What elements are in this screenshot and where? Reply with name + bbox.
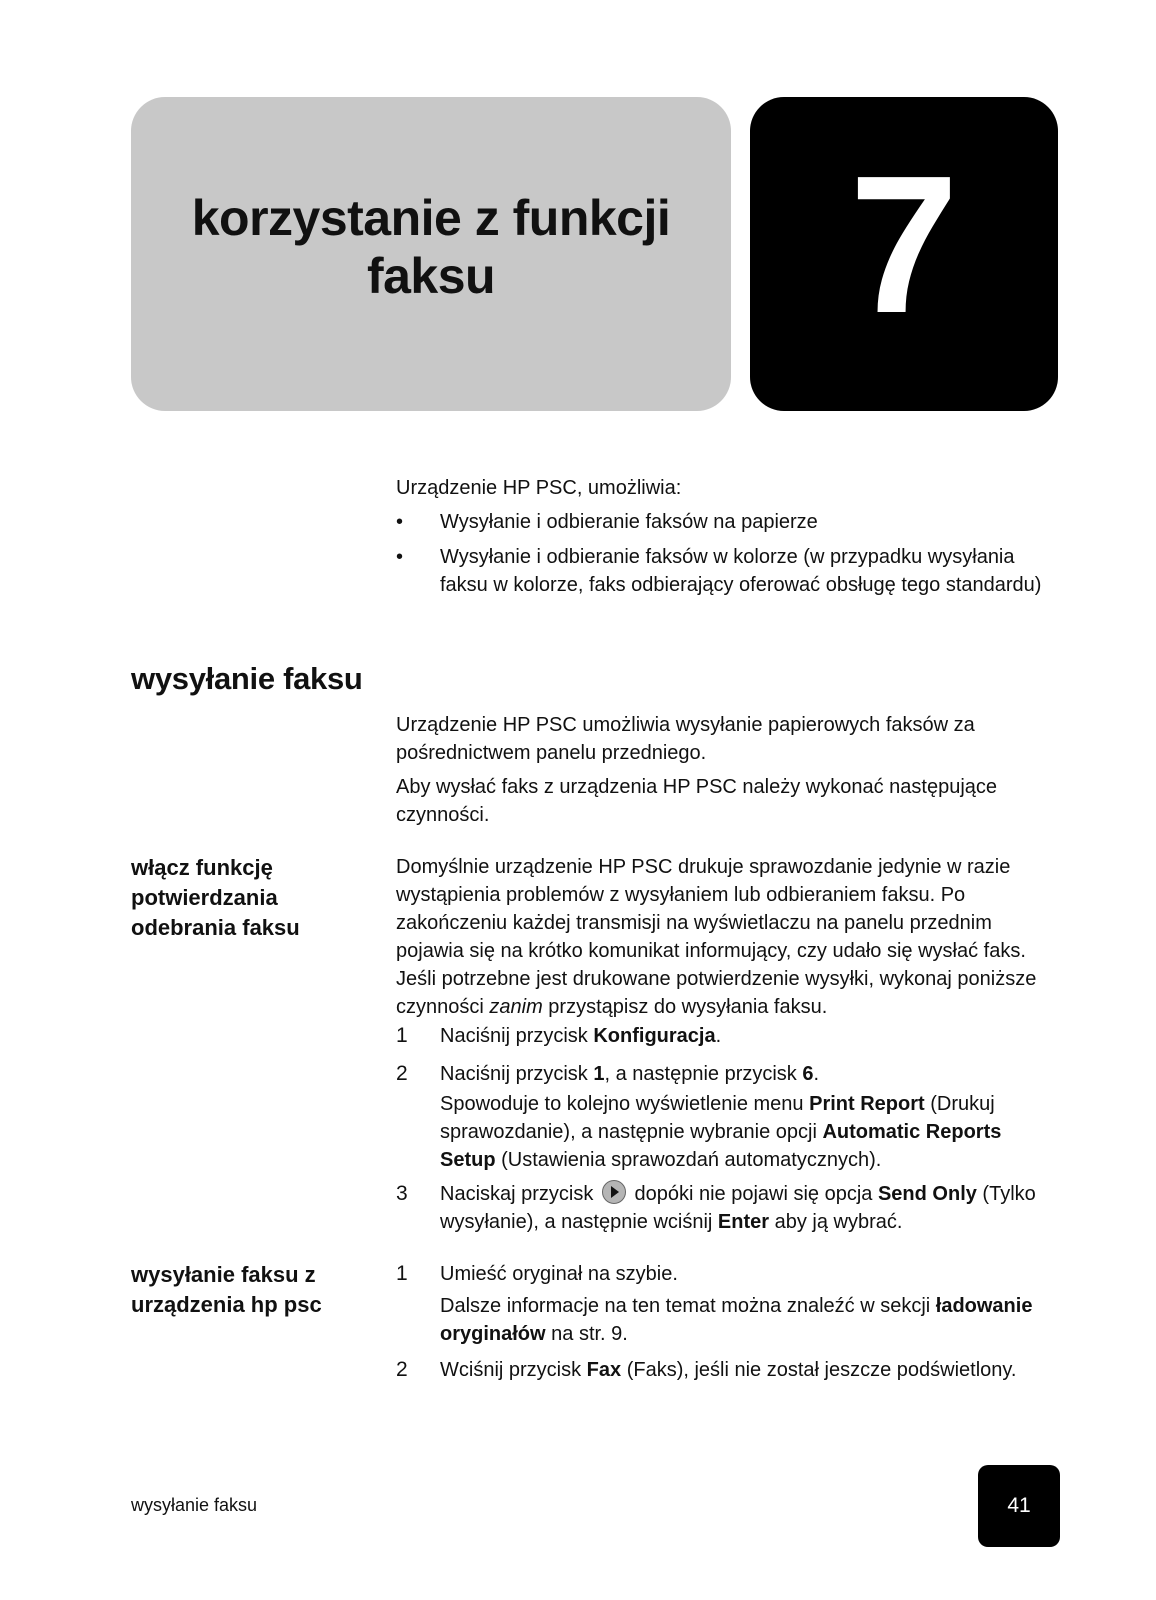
cross-reference-link[interactable]: ładowanie oryginałów bbox=[440, 1295, 1033, 1345]
chapter-title-box bbox=[131, 97, 731, 411]
note-text: Spowoduje to kolejno wyświetlenie menu bbox=[440, 1093, 810, 1115]
key-label: Enter bbox=[717, 1211, 770, 1233]
chapter-number: 7 bbox=[849, 135, 959, 354]
arrow-right-button-icon bbox=[602, 1180, 626, 1204]
intro-lead: Urządzenie HP PSC, umożliwia: bbox=[396, 477, 682, 499]
step-text bbox=[440, 1060, 1056, 1088]
step-text-part: Naciśnij przycisk bbox=[440, 1063, 594, 1085]
send-heading bbox=[131, 1260, 322, 1320]
confirm-step-2-note bbox=[440, 1090, 1056, 1174]
confirm-emphasis: zanim bbox=[489, 996, 543, 1018]
step-number: 3 bbox=[396, 1182, 408, 1205]
step-number: 1 bbox=[396, 1024, 408, 1047]
section-paragraph: Aby wysłać faks z urządzenia HP PSC należy wykonać następujące czynności. bbox=[396, 776, 998, 826]
step-text-part: (Tylko wysyłanie), a następnie wciśnij bbox=[440, 1183, 1036, 1233]
step-text bbox=[440, 1356, 1056, 1384]
chapter-title bbox=[131, 189, 731, 305]
step-text bbox=[440, 1180, 1056, 1236]
step-text-part: . bbox=[813, 1063, 820, 1085]
key-label: Fax bbox=[586, 1359, 622, 1381]
note-text: Dalsze informacje na ten temat można znaleźć w sekcji bbox=[440, 1295, 936, 1317]
step-text-part: Naciskaj przycisk bbox=[440, 1183, 599, 1205]
step-number: 2 bbox=[396, 1358, 408, 1381]
key-label: Konfiguracja bbox=[593, 1025, 716, 1047]
send-heading-line: wysyłanie faksu z bbox=[131, 1262, 316, 1287]
send-step-1-note bbox=[440, 1292, 1056, 1348]
section-paragraph: Urządzenie HP PSC umożliwia wysyłanie papierowych faksów za pośrednictwem panelu przedniego. bbox=[396, 714, 975, 764]
page-number: 41 bbox=[1007, 1494, 1031, 1517]
menu-label: Print Report bbox=[809, 1093, 925, 1115]
step-text-part: aby ją wybrać. bbox=[769, 1211, 903, 1233]
step-text-part: Wciśnij przycisk bbox=[440, 1359, 587, 1381]
section-heading: wysyłanie faksu bbox=[131, 661, 363, 696]
note-text: (Drukuj sprawozdanie), a następnie wybranie opcji bbox=[440, 1093, 995, 1143]
step-text bbox=[440, 1022, 1056, 1050]
step-text-part: . bbox=[715, 1025, 722, 1047]
bullet-mark: • bbox=[396, 546, 404, 568]
option-label: Send Only bbox=[877, 1183, 977, 1205]
bullet-text: Wysyłanie i odbieranie faksów na papierze bbox=[440, 511, 818, 533]
bullet-text: Wysyłanie i odbieranie faksów w kolorze (w przypadku wysyłania faksu w kolorze, faks odbierający oferować obsługę tego standardu) bbox=[440, 546, 1042, 596]
confirm-heading-line: potwierdzania bbox=[131, 885, 278, 910]
step-text-part: dopóki nie pojawi się opcja bbox=[628, 1183, 878, 1205]
confirm-heading bbox=[131, 853, 300, 943]
confirm-heading-line: odebrania faksu bbox=[131, 915, 300, 940]
key-label: 1 bbox=[593, 1063, 605, 1085]
step-text: Umieść oryginał na szybie. bbox=[440, 1263, 678, 1285]
step-text-part: , a następnie przycisk bbox=[604, 1063, 803, 1085]
step-text-part: Naciśnij przycisk bbox=[440, 1025, 594, 1047]
confirm-paragraph bbox=[396, 853, 1060, 1021]
note-text: (Ustawienia sprawozdań automatycznych). bbox=[495, 1149, 882, 1171]
page-number-box bbox=[978, 1465, 1060, 1547]
footer-section-name: wysyłanie faksu bbox=[131, 1495, 258, 1515]
chapter-title-line2: faksu bbox=[366, 248, 496, 304]
chapter-number-box bbox=[750, 97, 1058, 411]
bullet-mark: • bbox=[396, 511, 404, 533]
confirm-heading-line: włącz funkcję bbox=[131, 855, 273, 880]
confirm-text: Domyślnie urządzenie HP PSC drukuje sprawozdanie jedynie w razie wystąpienia problemów z wysyłaniem lub odbieraniem faksu. Po zakończeniu każdej transmisji na wyświetlaczu na panelu przednim pojawia się na krótko komunikat informujący, czy udało się wysłać faks. Jeśli potrzebne jest drukowane potwierdzenie wysyłki, wykonaj poniższe czynności bbox=[396, 856, 1037, 1018]
note-text: na str. 9. bbox=[545, 1323, 628, 1345]
key-label: 6 bbox=[802, 1063, 814, 1085]
menu-label: Automatic Reports Setup bbox=[440, 1121, 1002, 1171]
confirm-text: przystąpisz do wysyłania faksu. bbox=[542, 996, 828, 1018]
step-text-part: (Faks), jeśli nie został jeszcze podświetlony. bbox=[621, 1359, 1017, 1381]
chapter-title-line1: korzystanie z funkcji bbox=[191, 190, 671, 246]
send-heading-line: urządzenia hp psc bbox=[131, 1292, 322, 1317]
step-number: 2 bbox=[396, 1062, 408, 1085]
step-number: 1 bbox=[396, 1262, 408, 1285]
